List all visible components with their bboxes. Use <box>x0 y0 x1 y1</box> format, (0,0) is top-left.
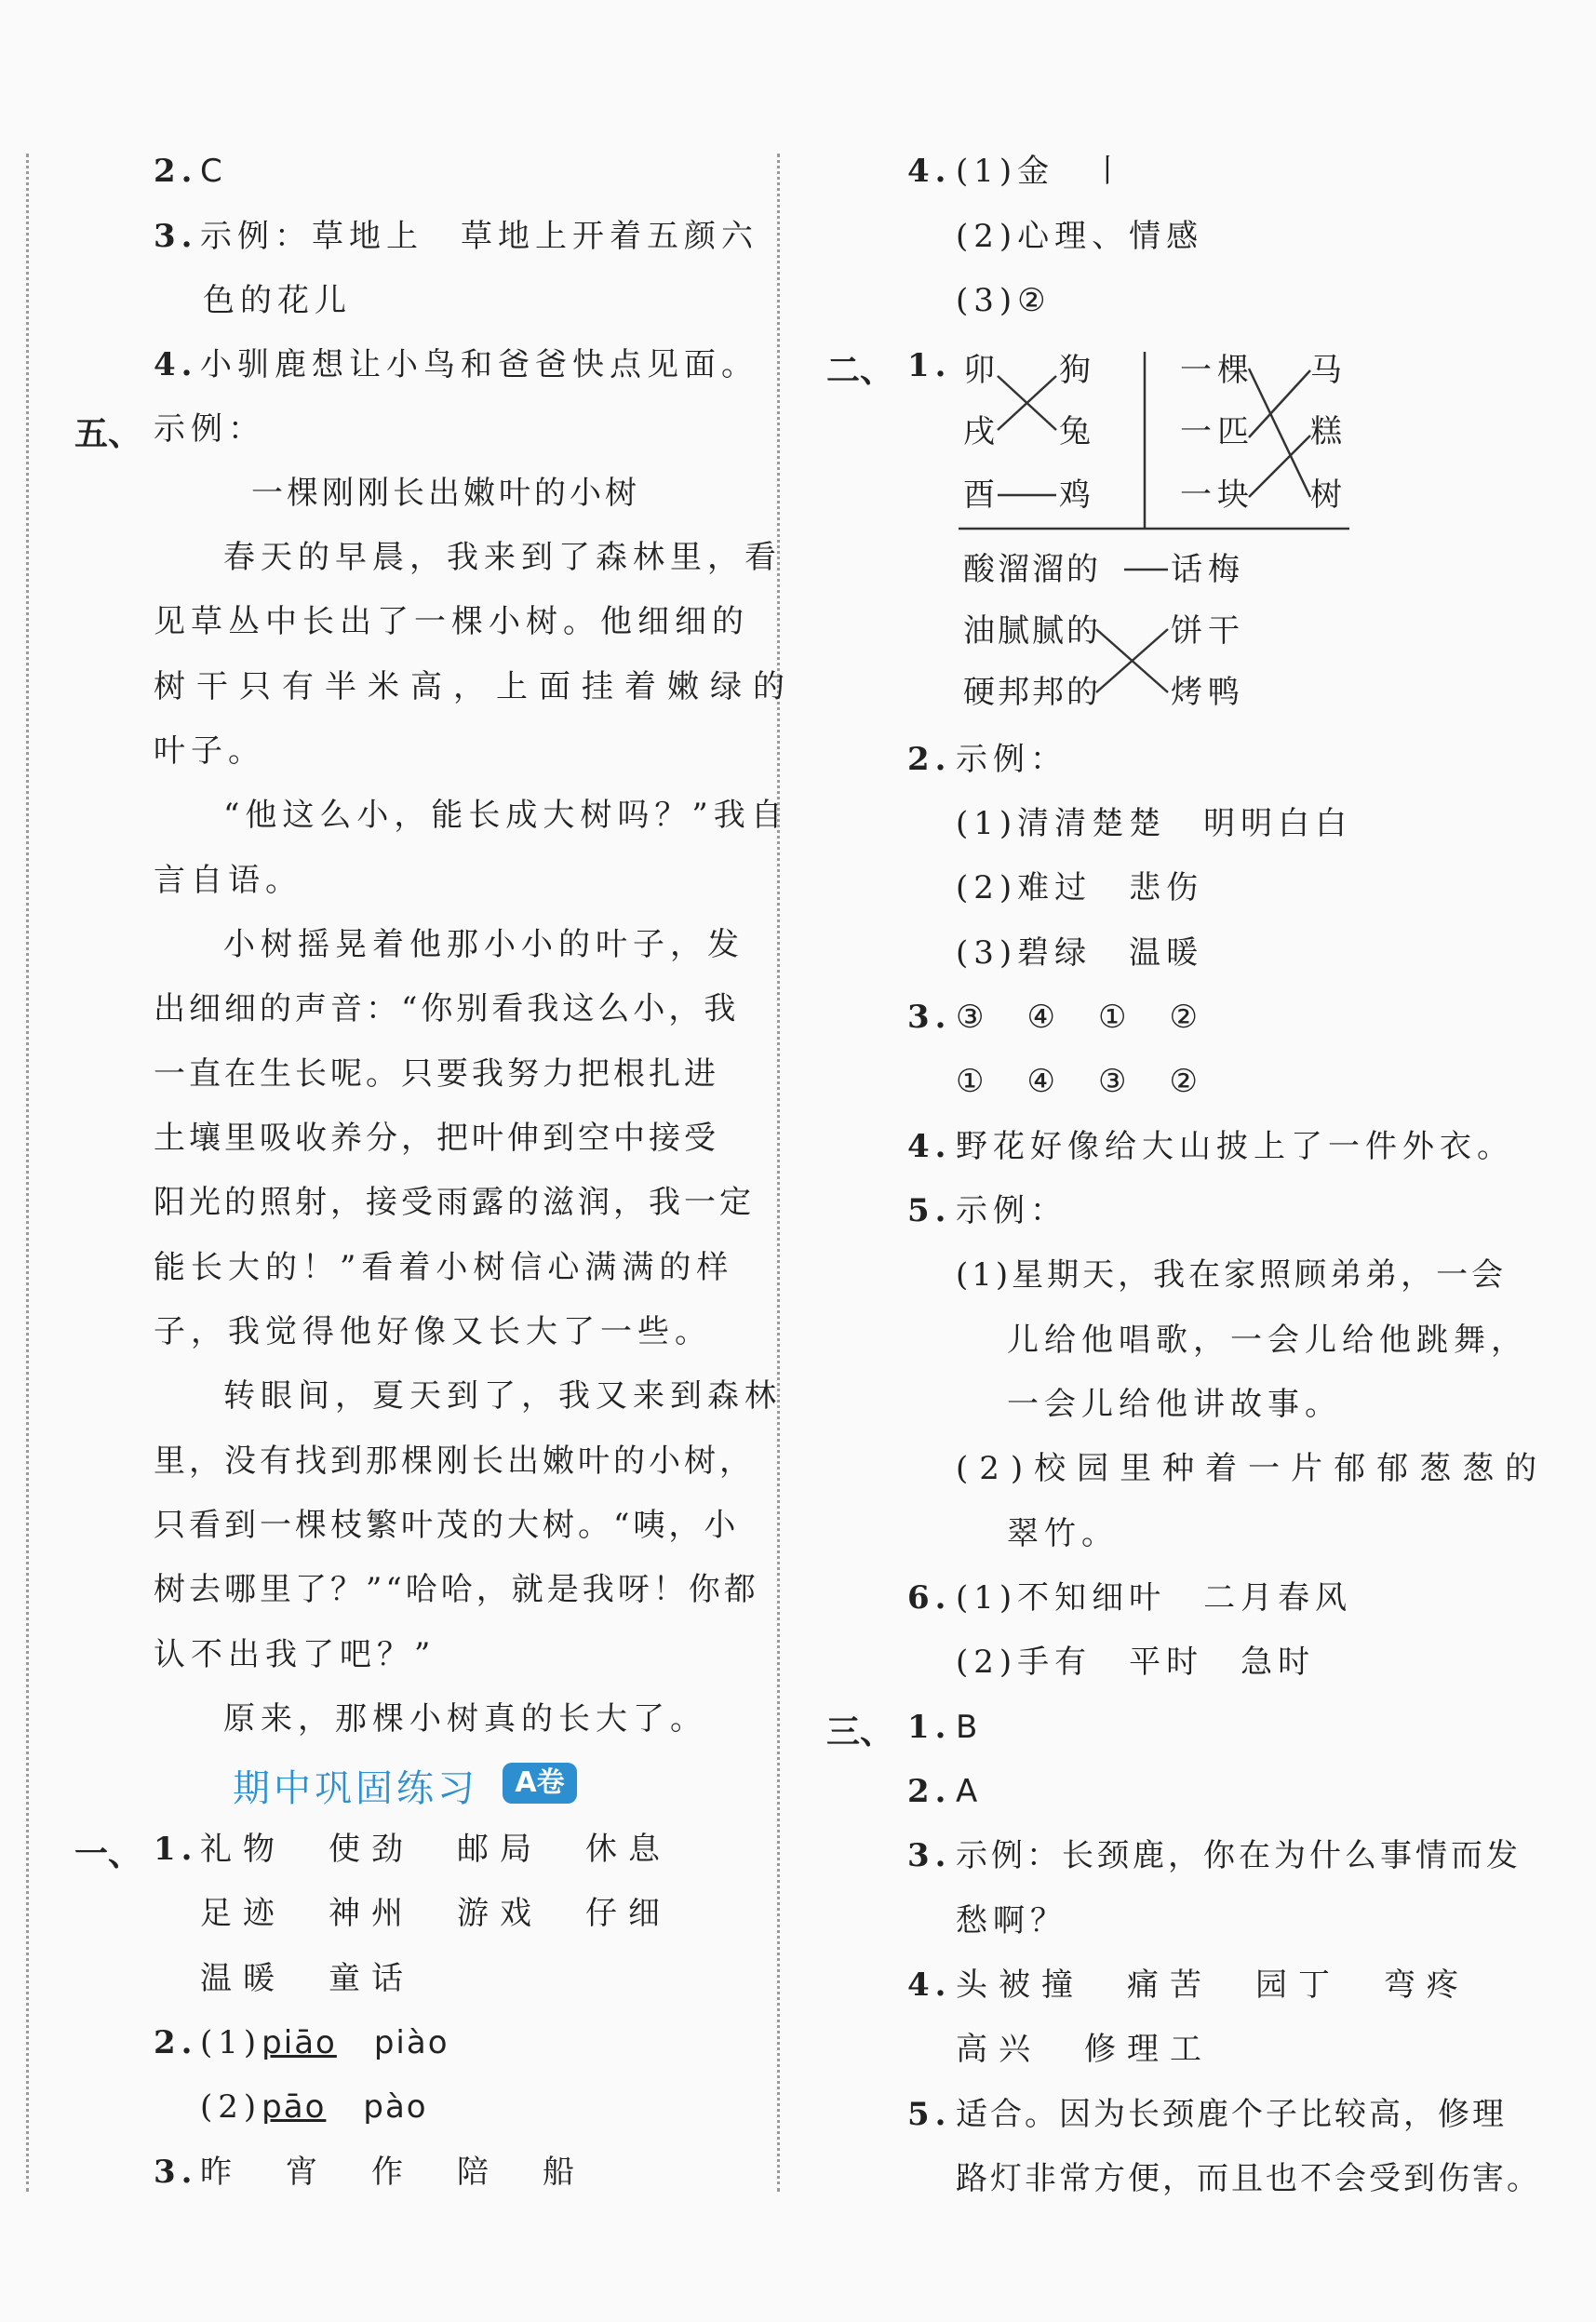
q-number: 2. <box>154 153 198 190</box>
match-word: 戌 <box>963 413 1000 450</box>
essay-line: 认不出我了吧？” <box>154 1636 436 1673</box>
item-prefix: (1) <box>200 2024 262 2061</box>
answer-text: (1)金 丨 <box>956 153 1130 190</box>
answer-text: 翠竹。 <box>1007 1515 1119 1552</box>
essay-line: 叶子。 <box>154 732 265 770</box>
essay-line: 小树摇晃着他那小小的叶子，发 <box>223 926 744 963</box>
q-number: 2. <box>907 1773 952 1810</box>
match-word: 一棵 <box>1180 352 1254 389</box>
q-number: 1. <box>154 1831 198 1868</box>
section-heading: 三、 <box>826 1713 894 1752</box>
answer-text: (3)② <box>956 282 1052 319</box>
match-word: 一块 <box>1180 476 1254 514</box>
match-word: 饼干 <box>1171 612 1245 650</box>
answer-text: 小驯鹿想让小鸟和爸爸快点见面。 <box>200 346 758 383</box>
match-line <box>1249 436 1310 497</box>
answer-text: (2)校园里种着一片郁郁葱葱的 <box>956 1450 1549 1487</box>
essay-line: 言自语。 <box>154 862 302 899</box>
pinyin: pào <box>363 2088 428 2126</box>
answer-text: A <box>956 1773 980 1810</box>
q-number: 3. <box>154 218 198 255</box>
q-number: 5. <box>907 1192 952 1229</box>
q-number: 1. <box>907 347 952 384</box>
match-word: 马 <box>1310 352 1348 389</box>
answer-text: 野花好像给大山披上了一件外衣。 <box>956 1128 1514 1165</box>
answer-text: 色的花儿 <box>203 282 352 319</box>
answer-text: 示例：长颈鹿，你在为什么事情而发 <box>956 1837 1522 1874</box>
section-heading: 五、 <box>74 415 142 453</box>
match-word: 狗 <box>1059 352 1096 389</box>
answer-text: 路灯非常方便，而且也不会受到伤害。 <box>956 2160 1541 2197</box>
match-word: 油腻腻的 <box>963 612 1101 650</box>
answer-text: 头被撞 痛苦 园丁 弯疼 <box>956 1966 1469 2004</box>
answer-text: (2)手有 平时 急时 <box>956 1644 1316 1681</box>
answer-text: (3)碧绿 温暖 <box>956 934 1204 972</box>
answer-text: (1)不知细叶 二月春风 <box>956 1579 1353 1617</box>
answer-text: 温暖 童话 <box>200 1960 414 1997</box>
answer-text: C <box>200 153 224 190</box>
answer-text: 示例：草地上 草地上开着五颜六 <box>200 218 758 255</box>
answer-text: 足迹 神州 游戏 仔细 <box>200 1895 671 1932</box>
match-word: 鸡 <box>1059 476 1096 514</box>
answer-text: B <box>956 1709 980 1746</box>
match-word: 卯 <box>963 352 1000 389</box>
q-number: 4. <box>907 1966 952 2004</box>
match-word: 兔 <box>1059 413 1096 450</box>
answer-text: 高兴 修理工 <box>956 2031 1213 2068</box>
essay-line: 土壤里吸收养分，把叶伸到空中接受 <box>154 1120 719 1157</box>
essay-line: 原来，那棵小树真的长大了。 <box>223 1700 707 1738</box>
q-number: 4. <box>907 153 952 190</box>
essay-line: 见草丛中长出了一棵小树。他细细的 <box>154 603 749 640</box>
q-number: 4. <box>154 346 198 383</box>
section-title: 期中巩固练习 <box>233 1767 478 1810</box>
answer-text: 昨 宵 作 陪 船 <box>200 2154 585 2191</box>
essay-line: 一直在生长呢。只要我努力把根扎进 <box>154 1055 719 1093</box>
essay-line: 树去哪里了？”“哈哈，就是我呀！你都 <box>154 1571 759 1608</box>
q-number: 3. <box>154 2154 198 2191</box>
q-number: 6. <box>907 1579 952 1617</box>
match-word: 树 <box>1310 476 1348 514</box>
example-label: 示例： <box>154 410 265 448</box>
q-number: 3. <box>907 1837 952 1874</box>
q-number: 2. <box>907 741 952 778</box>
answer-text: (1)清清楚楚 明明白白 <box>956 805 1353 842</box>
answer-text: (2)难过 悲伤 <box>956 869 1204 906</box>
q-number: 5. <box>907 2096 952 2133</box>
answer-text: 儿给他唱歌，一会儿给他跳舞， <box>1007 1322 1528 1359</box>
match-line <box>1249 370 1310 437</box>
section-heading: 一、 <box>74 1835 142 1873</box>
match-word: 酉 <box>963 476 1000 514</box>
item-prefix: (2) <box>200 2088 262 2126</box>
essay-line: 春天的早晨，我来到了森林里，看 <box>223 539 782 576</box>
answer-text: (2)心理、情感 <box>956 218 1204 255</box>
essay-line: 子，我觉得他好像又长大了一些。 <box>154 1313 712 1350</box>
answer-text: (1)星期天，我在家照顾弟弟，一会 <box>956 1256 1508 1294</box>
essay-line: 只看到一棵枝繁叶茂的大树。“咦，小 <box>154 1507 740 1544</box>
q-number: 4. <box>907 1128 952 1165</box>
answer-text: ① ④ ③ ② <box>956 1063 1203 1100</box>
answer-text: 愁啊？ <box>956 1902 1067 1939</box>
pinyin-underlined: piāo <box>262 2024 337 2061</box>
essay-line: 转眼间，夏天到了，我又来到森林 <box>223 1377 782 1415</box>
essay-line: 阳光的照射，接受雨露的滋润，我一定 <box>154 1184 755 1221</box>
essay-line: 能长大的！”看着小树信心满满的样 <box>154 1249 734 1286</box>
pinyin: piào <box>373 2024 449 2061</box>
essay-line: 出细细的声音：“你别看我这么小，我 <box>154 990 740 1027</box>
pinyin-underlined: pāo <box>262 2088 327 2126</box>
essay-line: “他这么小，能长成大树吗？”我自 <box>223 797 788 834</box>
q-number: 2. <box>154 2024 198 2061</box>
essay-title: 一棵刚刚长出嫩叶的小树 <box>251 475 640 512</box>
example-label: 示例： <box>956 741 1067 778</box>
match-word: 酸溜溜的 <box>963 551 1101 588</box>
answer-text: 适合。因为长颈鹿个子比较高，修理 <box>956 2096 1507 2133</box>
q-number: 3. <box>907 999 952 1036</box>
section-heading: 二、 <box>826 352 894 390</box>
match-word: 烤鸭 <box>1171 674 1245 711</box>
section-badge: A卷 <box>503 1763 577 1804</box>
answer-text: 一会儿给他讲故事。 <box>1007 1386 1342 1423</box>
essay-line: 里，没有找到那棵刚长出嫩叶的小树， <box>154 1443 755 1480</box>
example-label: 示例： <box>956 1192 1067 1229</box>
essay-line: 树干只有半米高，上面挂着嫩绿的 <box>154 668 796 705</box>
answer-text: ③ ④ ① ② <box>956 999 1203 1036</box>
match-word: 一匹 <box>1180 413 1254 450</box>
match-word: 糕 <box>1310 413 1348 450</box>
q-number: 1. <box>907 1709 952 1746</box>
match-line <box>1249 369 1310 497</box>
match-word: 硬邦邦的 <box>963 674 1101 711</box>
answer-text: 礼物 使劲 邮局 休息 <box>200 1831 671 1868</box>
match-word: 话梅 <box>1171 551 1245 588</box>
